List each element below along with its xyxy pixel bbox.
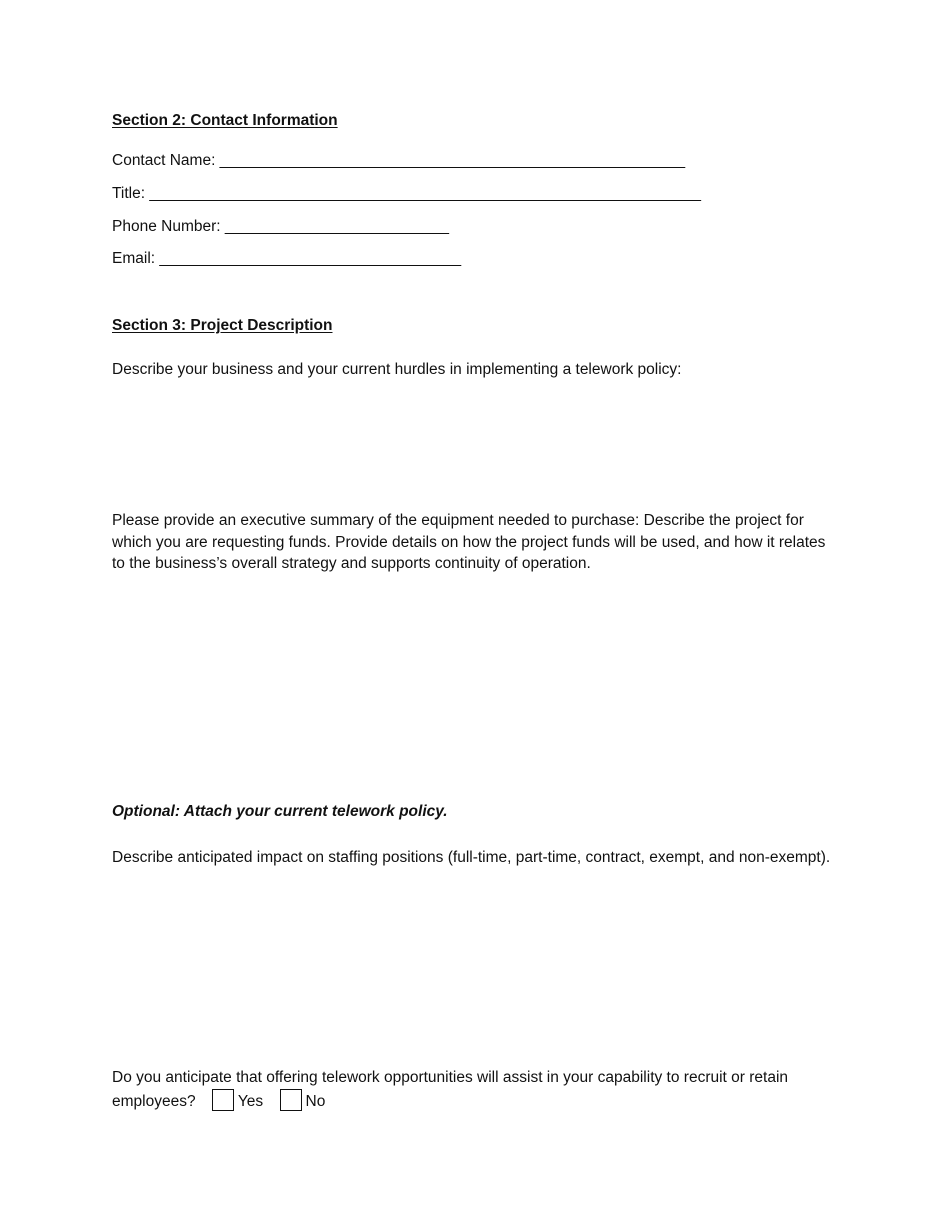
staffing-impact-question: Describe anticipated impact on staffing positions (full-time, part-time, contract, exempt, and non-exempt). — [112, 849, 831, 866]
no-label: No — [305, 1092, 326, 1110]
section-2-heading: Section 2: Contact Information — [112, 112, 338, 129]
yes-checkbox[interactable] — [212, 1089, 234, 1111]
phone-number-field[interactable]: Phone Number: __________________________ — [112, 218, 449, 235]
yes-label: Yes — [237, 1092, 264, 1110]
business-hurdles-question: Describe your business and your current hurdles in implementing a telework policy: — [112, 361, 682, 378]
no-option[interactable] — [280, 1093, 326, 1110]
executive-summary-question: Please provide an executive summary of the equipment needed to purchase: Describe the project for which you are requesting funds. Provide details on how the project funds will be used, and how it relates to the business’s overall strategy and supports continuity of operation. — [112, 512, 826, 572]
title-field[interactable]: Title: ________________________________________________________________ — [112, 185, 702, 202]
contact-name-field[interactable]: Contact Name: ______________________________________________________ — [112, 152, 686, 169]
email-field[interactable]: Email: ___________________________________ — [112, 250, 462, 267]
yes-option[interactable] — [212, 1093, 268, 1110]
recruit-retain-question — [112, 1067, 842, 1112]
optional-attach-note: Optional: Attach your current telework policy. — [112, 803, 448, 820]
section-3-heading: Section 3: Project Description — [112, 317, 333, 334]
no-checkbox[interactable] — [280, 1089, 302, 1111]
recruit-retain-question-text: Do you anticipate that offering telework opportunities will assist in your capability to recruit or retain employees? — [112, 1069, 789, 1110]
